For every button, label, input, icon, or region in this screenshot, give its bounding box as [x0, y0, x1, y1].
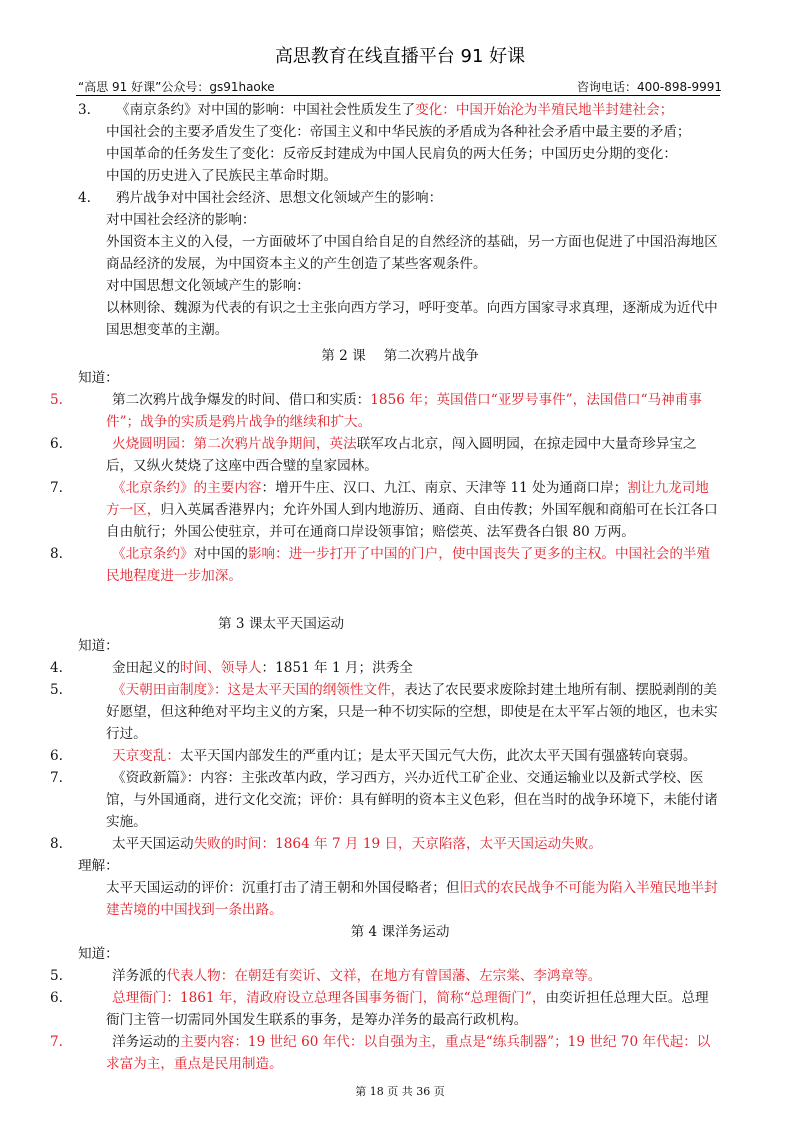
item-number: 5. [50, 968, 63, 984]
know-label: 知道： [78, 638, 119, 654]
item-text: 《南京条约》对中国的影响：中国社会性质发生了 [116, 102, 416, 118]
evaluation [78, 877, 722, 921]
item-number: 4. [50, 660, 63, 676]
highlight-text: 主要内容：19 世纪 60 年代：以自强为主，重点是“练兵制器”；19 世纪 70 年代起：以求富为主，重点是民用制造。 [106, 1034, 711, 1072]
item-number: 5. [50, 682, 63, 698]
highlight-text: 影响：进一步打开了中国的门户，使中国丧失了更多的主权。中国社会的半殖民地程度进一步加深。 [106, 546, 711, 584]
item-7 [50, 477, 722, 543]
highlight-text: 总理衙门：1861 年，清政府设立总理各国事务衙门，简称“总理衙门”， [112, 990, 546, 1006]
highlight-text: 火烧圆明园：第二次鸦片战争期间，英法 [112, 436, 357, 452]
item-6 [50, 987, 722, 1031]
item-text: 洋务派的 [112, 968, 167, 984]
paragraph: 以林则徐、魏源为代表的有识之士主张向西方学习，呼吁变革。向西方国家寻求真理，逐渐成为近代中国思想变革的主潮。 [106, 300, 718, 338]
item-6 [50, 433, 722, 477]
subheading: 对中国社会经济的影响： [106, 212, 256, 228]
highlight-text: 《天朝田亩制度》：这是太平天国的纲领性文件， [112, 682, 405, 698]
item-number: 4. [78, 190, 91, 206]
paragraph: 中国的历史进入了民族民主革命时期。 [106, 168, 338, 184]
know-label: 知道： [78, 370, 119, 386]
document-body [50, 99, 722, 1075]
highlight-text: 《北京条约》的主要内容 [112, 480, 262, 496]
highlight-text: 变化：中国开始沦为半殖民地半封建社会； [415, 102, 674, 118]
item-4 [78, 187, 722, 209]
header-wechat: “高思 91 好课”公众号：gs91haoke [78, 80, 275, 94]
subheading: 对中国思想文化领域产生的影响： [106, 278, 310, 294]
highlight-text: 旧式的农民战争不可能为陷入半殖民地半封建苦境的中国找到一条出路。 [106, 880, 718, 918]
item-text: 太平天国运动的评价：沉重打击了清王朝和外国侵略者；但 [106, 880, 460, 896]
item-number: 3. [78, 102, 91, 118]
highlight-text: 1856 年；英国借口“亚罗号事件”，法国借口“马神甫事件”；战争的实质是鸦片战争的继续和扩大。 [106, 392, 702, 430]
highlight-text: 代表人物：在朝廷有奕䜣、文祥，在地方有曾国藩、左宗棠、李鸿章等。 [166, 968, 602, 984]
item-number: 6. [50, 436, 63, 452]
item-number: 5. [50, 392, 63, 408]
item-text: 金田起义的 [112, 660, 180, 676]
page-number: 第 18 页 共 36 页 [355, 1085, 445, 1098]
item-6 [50, 745, 722, 767]
highlight-text: 《北京条约》 [112, 546, 194, 562]
item-4 [50, 657, 722, 679]
header-phone: 咨询电话：400-898-9991 [576, 80, 722, 94]
highlight-text: 失败的时间：1864 年 7 月 19 日，天京陷落，太平天国运动失败。 [193, 836, 602, 852]
item-text: 鸦片战争对中国社会经济、思想文化领域产生的影响： [116, 190, 443, 206]
item-3 [78, 99, 722, 121]
highlight-text: 天京变乱： [112, 748, 180, 764]
lesson-4-heading: 第 4 课洋务运动 [350, 924, 450, 940]
item-number: 8. [50, 836, 63, 852]
header-rule [76, 95, 720, 96]
item-5 [50, 965, 722, 987]
header-title: 高思教育在线直播平台 91 好课 [274, 46, 526, 67]
item-number: 6. [50, 748, 63, 764]
item-5 [50, 679, 722, 745]
lesson-2-heading: 第 2 课 第二次鸦片战争 [321, 348, 479, 364]
highlight-text: 割让九龙司地方一区， [106, 480, 709, 518]
understand-label: 理解： [78, 858, 119, 874]
item-text: ：增开牛庄、汉口、九江、南京、天津等 11 处为通商口岸； [261, 480, 628, 496]
item-text: 对中国的 [193, 546, 248, 562]
paragraph: 中国革命的任务发生了变化：反帝反封建成为中国人民肩负的两大任务；中国历史分期的变化： [106, 146, 677, 162]
item-8 [50, 543, 722, 587]
item-text: 第二次鸦片战争爆发的时间、借口和实质： [112, 392, 371, 408]
item-text: 联军攻占北京，闯入圆明园，在掠走园中大量奇珍异宝之后，又纵火焚烧了这座中西合璧的皇家园林。 [106, 436, 697, 474]
lesson-3-heading: 第 3 课太平天国运动 [218, 616, 345, 632]
item-number: 7. [50, 770, 63, 786]
item-number: 7. [50, 480, 63, 496]
item-7 [50, 767, 722, 833]
item-text: 归入英属香港界内；允许外国人到内地游历、通商、自由传教；外国军舰和商船可在长江各口自由航行；外国公使驻京，并可在通商口岸设领事馆；赔偿英、法军费各白银 80 万两。 [106, 502, 718, 540]
item-text: 《资政新篇》：内容：主张改革内政，学习西方，兴办近代工矿企业、交通运输业以及新式学校、医馆，与外国通商，进行文化交流；评价：具有鲜明的资本主义色彩，但在当时的战争环境下，未能付诸实施。 [106, 770, 718, 830]
item-text: 太平天国内部发生的严重内讧；是太平天国元气大伤，此次太平天国有强盛转向衰弱。 [179, 748, 697, 764]
item-text: 由奕䜣担任总理大臣。总理衙门主管一切需同外国发生联系的事务，是筹办洋务的最高行政机构。 [106, 990, 709, 1028]
item-text: 表达了农民要求废除封建土地所有制、摆脱剥削的美好愿望，但这种绝对平均主义的方案，只是一种不切实际的空想，即使是在太平军占领的地区，也未实行过。 [106, 682, 718, 742]
item-5 [50, 389, 722, 433]
item-7 [50, 1031, 722, 1075]
paragraph: 外国资本主义的入侵，一方面破坏了中国自给自足的自然经济的基础，另一方面也促进了中国沿海地区商品经济的发展，为中国资本主义的产生创造了某些客观条件。 [106, 234, 718, 272]
highlight-text: 时间、领导人 [179, 660, 262, 676]
item-8 [50, 833, 722, 855]
item-number: 7. [50, 1034, 63, 1050]
item-text: 太平天国运动 [112, 836, 194, 852]
item-number: 6. [50, 990, 63, 1006]
item-number: 8. [50, 546, 63, 562]
know-label: 知道： [78, 946, 119, 962]
item-text: ：1851 年 1 月；洪秀全 [261, 660, 413, 676]
item-text: 洋务运动的 [112, 1034, 180, 1050]
paragraph: 中国社会的主要矛盾发生了变化：帝国主义和中华民族的矛盾成为各种社会矛盾中最主要的矛盾； [106, 124, 691, 140]
